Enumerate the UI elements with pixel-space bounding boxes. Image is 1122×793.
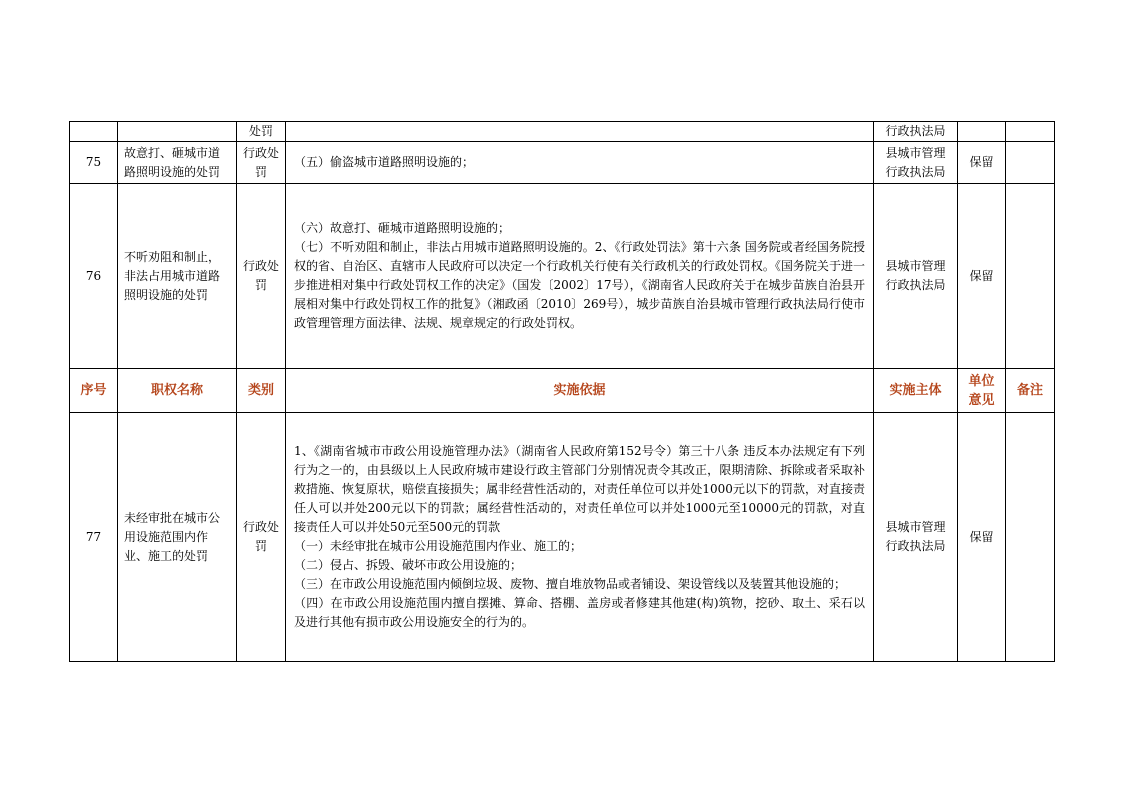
table-row: [70, 413, 1055, 662]
subject-cell: 县城市管理行政执法局: [874, 142, 958, 184]
authority-table: [69, 121, 1055, 662]
category-cell: 行政处罚: [237, 413, 286, 662]
basis-paragraph: （二）侵占、拆毁、破坏市政公用设施的；: [294, 558, 523, 572]
seq-cell: [70, 122, 118, 142]
category-cell: 行政处罚: [237, 142, 286, 184]
seq-cell: 75: [70, 142, 118, 184]
opinion-cell: [958, 122, 1006, 142]
category-cell: 行政处罚: [237, 184, 286, 369]
basis-paragraph: （四）在市政公用设施范围内擅自摆摊、算命、搭棚、盖房或者修建其他建(构)筑物，挖砂、取土、采石以及进行其他有损市政公用设施安全的行为的。: [294, 596, 865, 629]
basis-cell: （五）偷盗城市道路照明设施的；: [286, 142, 874, 184]
category-cell: 处罚: [237, 122, 286, 142]
header-subject: 实施主体: [874, 369, 958, 413]
remark-cell: [1006, 184, 1055, 369]
seq-cell: 77: [70, 413, 118, 662]
header-seq: 序号: [70, 369, 118, 413]
subject-cell: 县城市管理行政执法局: [874, 184, 958, 369]
header-name: 职权名称: [118, 369, 237, 413]
opinion-cell: 保留: [958, 142, 1006, 184]
basis-cell: [286, 184, 874, 369]
subject-cell: 县城市管理行政执法局: [874, 413, 958, 662]
remark-cell: [1006, 413, 1055, 662]
basis-paragraph: （七）不听劝阻和制止，非法占用城市道路照明设施的。2、《行政处罚法》第十六条 国务院或者经国务院授权的省、自治区、直辖市人民政府可以决定一个行政机关行使有关行政机关的行政处罚权。《国务院关于进一步推进相对集中行政处罚权工作的决定》（国发〔2002〕17号），《湖南省人民政府关于在城步苗族自治县开展相对集中行政处罚权工作的批复》（湘政函〔2010〕269号），城步苗族自治县城市管理行政执法局行使市政管理管理方面法律、法规、规章规定的行政处罚权。: [294, 240, 865, 330]
name-cell: [118, 122, 237, 142]
header-opinion: 单位意见: [958, 369, 1006, 413]
basis-cell: [286, 122, 874, 142]
name-cell: 未经审批在城市公用设施范围内作业、施工的处罚: [118, 413, 237, 662]
name-cell: 不听劝阻和制止，非法占用城市道路照明设施的处罚: [118, 184, 237, 369]
header-basis: 实施依据: [286, 369, 874, 413]
seq-cell: 76: [70, 184, 118, 369]
table-header-row: [70, 369, 1055, 413]
remark-cell: [1006, 122, 1055, 142]
basis-paragraph: （三）在市政公用设施范围内倾倒垃圾、废物、擅自堆放物品或者铺设、架设管线以及装置其他设施的；: [294, 577, 847, 591]
name-cell: 故意打、砸城市道路照明设施的处罚: [118, 142, 237, 184]
basis-paragraph: （一）未经审批在城市公用设施范围内作业、施工的；: [294, 539, 583, 553]
subject-cell: 行政执法局: [874, 122, 958, 142]
table-row: [70, 122, 1055, 142]
remark-cell: [1006, 142, 1055, 184]
table-row: [70, 142, 1055, 184]
table-row: [70, 184, 1055, 369]
basis-paragraph: 1、《湖南省城市市政公用设施管理办法》（湖南省人民政府第152号令）第三十八条 违反本办法规定有下列行为之一的，由县级以上人民政府城市建设行政主管部门分别情况责令其改正，限期清除、拆除或者采取补救措施、恢复原状，赔偿直接损失；属非经营性活动的，对责任单位可以并处1000元以下的罚款，对直接责任人可以并处200元以下的罚款；属经营性活动的，对责任单位可以并处1000元至10000元的罚款，对直接责任人可以并处50元至500元的罚款: [294, 444, 865, 534]
opinion-cell: 保留: [958, 184, 1006, 369]
header-category: 类别: [237, 369, 286, 413]
basis-paragraph: （六）故意打、砸城市道路照明设施的；: [294, 221, 511, 235]
opinion-cell: 保留: [958, 413, 1006, 662]
header-remark: 备注: [1006, 369, 1055, 413]
basis-cell: [286, 413, 874, 662]
